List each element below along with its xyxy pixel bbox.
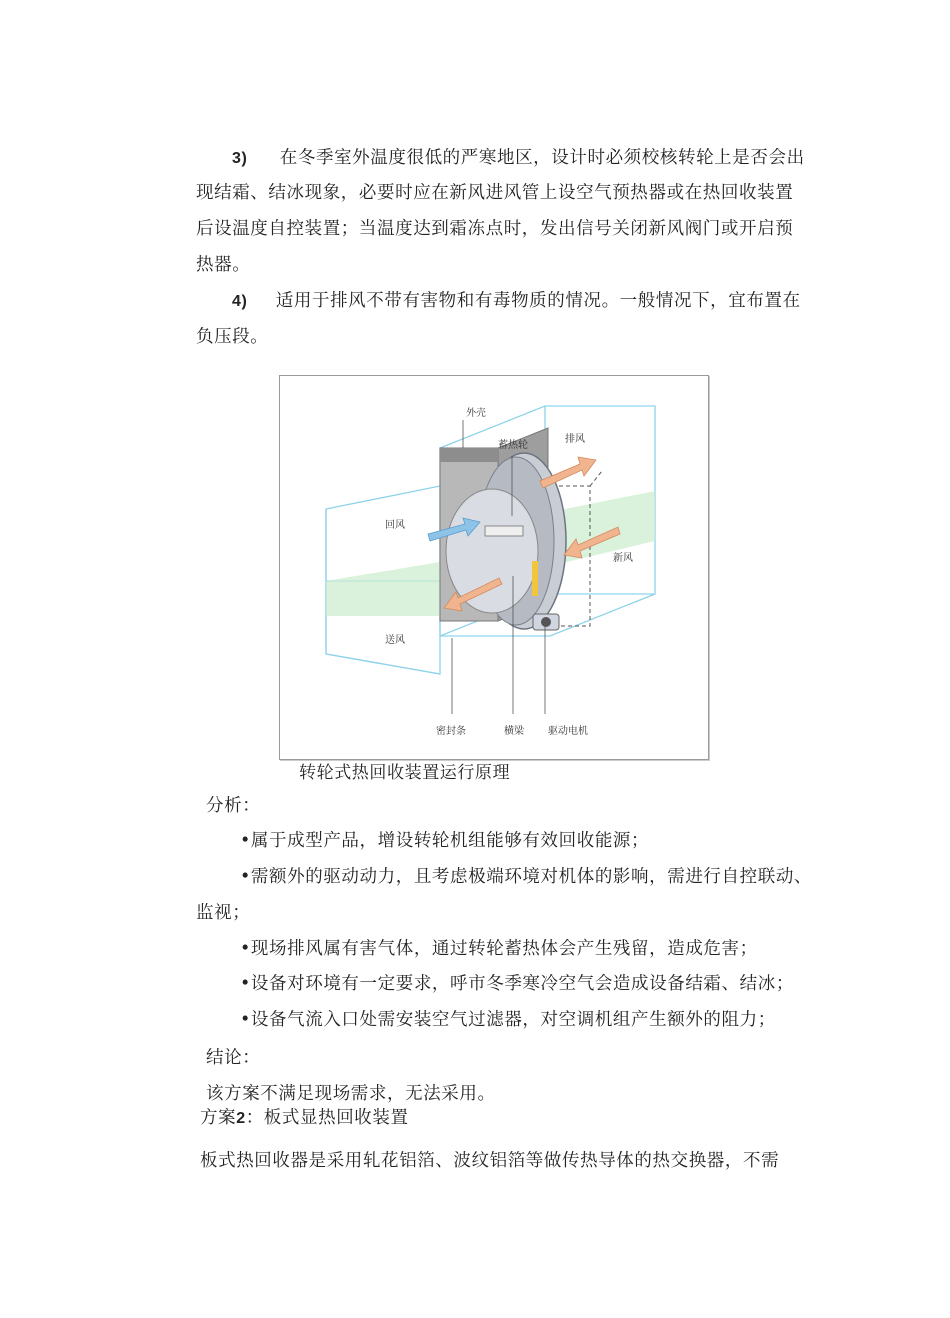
conclusion-heading: 结论： <box>206 1048 261 1068</box>
wheel-disc <box>446 489 538 613</box>
scheme2-text: 板式热回收器是采用轧花铝箔、波纹铝箔等做传热导体的热交换器，不需 <box>200 1151 780 1171</box>
item3-line1 <box>232 147 805 170</box>
scheme2-heading <box>200 1107 409 1130</box>
analysis-bullet-2: •需额外的驱动动力，且考虑极端环境对机体的影响，需进行自控联动、 <box>240 867 813 887</box>
analysis-bullet-5: •设备气流入口处需安装空气过滤器，对空调机组产生额外的阻力； <box>240 1010 776 1030</box>
item4-number: 4) <box>232 293 248 310</box>
housing-top <box>440 448 498 462</box>
item4-line1 <box>232 290 801 313</box>
drive-motor <box>533 614 559 630</box>
item3-number: 3) <box>232 150 248 167</box>
item3-line2: 现结霜、结冰现象，必要时应在新风进风管上设空气预热器或在热回收装置 <box>196 183 794 203</box>
conclusion-text: 该方案不满足现场需求，无法采用。 <box>206 1084 496 1104</box>
analysis-bullet-1: •属于成型产品，增设转轮机组能够有效回收能源； <box>240 831 650 851</box>
label-fresh-air: 新风 <box>613 553 633 564</box>
label-exhaust: 排风 <box>565 434 585 445</box>
scheme2-title: ：板式显热回收装置 <box>245 1108 409 1128</box>
label-return-air: 回风 <box>385 520 405 531</box>
scheme2-number: 2 <box>236 1110 246 1127</box>
diagram-svg <box>280 376 708 759</box>
label-supply-air: 送风 <box>385 635 405 646</box>
label-shell: 外壳 <box>466 408 486 419</box>
analysis-heading: 分析： <box>206 796 261 816</box>
item3-line4: 热器。 <box>196 255 251 275</box>
analysis-bullet-3: •现场排风属有害气体，通过转轮蓄热体会产生残留，造成危害； <box>240 939 758 959</box>
label-beam: 横梁 <box>504 726 524 737</box>
rotary-wheel-diagram <box>279 375 709 760</box>
scheme2-prefix: 方案 <box>200 1108 237 1128</box>
label-wheel: 蓄热轮 <box>498 440 528 451</box>
analysis-bullet-2-cont: 监视； <box>196 903 251 923</box>
figure-caption: 转轮式热回收装置运行原理 <box>299 763 511 783</box>
item4-line2: 负压段。 <box>196 327 269 347</box>
label-motor: 驱动电机 <box>548 726 588 737</box>
label-seal: 密封条 <box>436 726 466 737</box>
item3-line3: 后设温度自控装置；当温度达到霜冻点时，发出信号关闭新风阀门或开启预 <box>196 219 794 239</box>
item4-text-1: 适用于排风不带有害物和有毒物质的情况。一般情况下，宜布置在 <box>275 291 801 311</box>
item3-text-1: 在冬季室外温度很低的严寒地区，设计时必须校核转轮上是否会出 <box>279 148 805 168</box>
seal-strip <box>532 561 538 596</box>
cross-beam <box>485 526 523 536</box>
analysis-bullet-4: •设备对环境有一定要求，呼市冬季寒冷空气会造成设备结霜、结冰； <box>240 974 794 994</box>
